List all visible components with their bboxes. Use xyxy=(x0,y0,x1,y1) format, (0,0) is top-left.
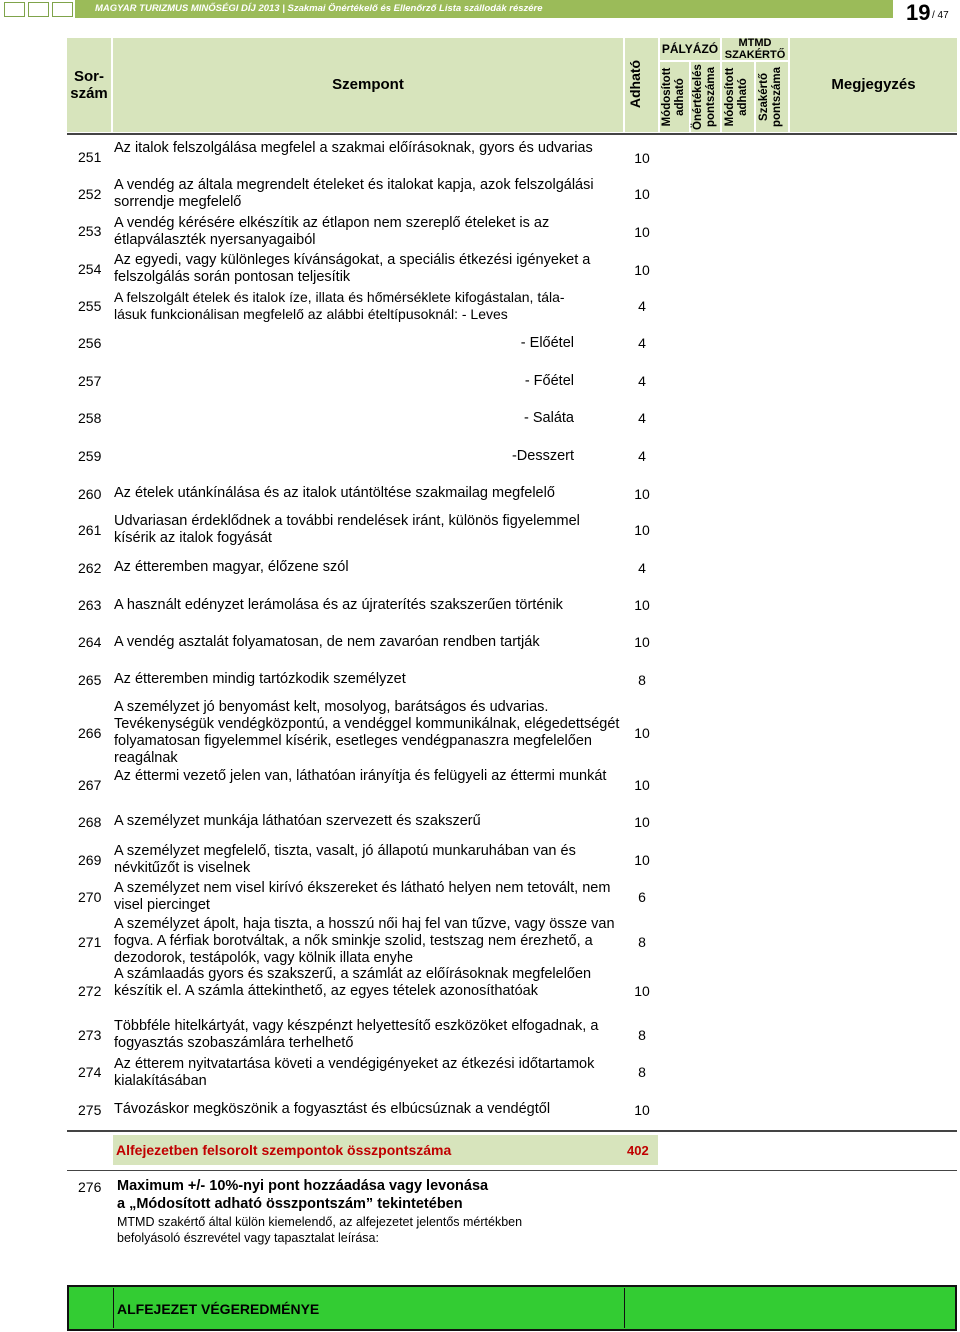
row-number: 252 xyxy=(78,186,102,202)
row-text: Az étteremben mindig tartózkodik személyzet xyxy=(114,671,406,687)
header-onertekeles: Önértékelés pontszáma xyxy=(692,64,717,130)
row-text: A számlaadás gyors és szakszerű, a számlát az előírásoknak megfelelően készítik el. A számla áttekinthető, az egyes tételek azonosíthatóak xyxy=(114,966,592,999)
row-text: Az ételek utánkínálása és az italok utántöltése szakmailag megfelelő xyxy=(114,485,555,501)
header-cell-mtmd xyxy=(722,38,788,60)
title-part-a: Maximum xyxy=(117,1178,188,1194)
row-points: 8 xyxy=(638,672,646,688)
row-text: Az étteremben magyar, élőzene szól xyxy=(114,559,349,575)
summary-divider xyxy=(67,1130,957,1132)
row-number: 273 xyxy=(78,1027,102,1043)
row-points: 10 xyxy=(634,983,650,999)
row-text: -Desszert xyxy=(511,448,574,464)
header-adhato: Adható xyxy=(627,59,643,109)
row-points: 8 xyxy=(638,1064,646,1080)
row-points: 4 xyxy=(638,373,646,389)
header-palyazo: PÁLYÁZÓ xyxy=(661,42,719,56)
decor-square xyxy=(52,2,73,17)
row-text: Az éttermi vezető jelen van, láthatóan irányítja és felügyeli az éttermi munkát xyxy=(114,768,607,784)
row-points: 8 xyxy=(638,934,646,950)
row-points: 10 xyxy=(634,486,650,502)
header-cell-mtmd-modositott xyxy=(722,62,754,132)
header-cell-megjegyzes xyxy=(790,38,957,132)
row-text: Udvariasan érdeklődnek a további rendelések iránt, különös figyelemmel kísérik az italok fogyását xyxy=(114,513,580,546)
row-number: 258 xyxy=(78,410,102,426)
header-szakerto: Szakértő pontszáma xyxy=(758,66,783,128)
row-number: 272 xyxy=(78,983,102,999)
row-points: 10 xyxy=(634,725,650,741)
final-result-cell xyxy=(113,1288,625,1328)
header-cell-szakerto xyxy=(756,62,788,132)
row-points: 10 xyxy=(634,186,650,202)
title-part-c: a „Módosított adható összpontszám” tekintetében xyxy=(117,1196,463,1212)
plus-minus-symbol: +/- xyxy=(187,1178,206,1194)
row-number: 261 xyxy=(78,522,102,538)
header-cell-onertekeles xyxy=(691,62,720,132)
row-number: 266 xyxy=(78,725,102,741)
row-points: 4 xyxy=(638,335,646,351)
row-points: 4 xyxy=(638,410,646,426)
header-cell-szempont xyxy=(113,38,623,132)
header-cell-palyazo xyxy=(660,38,720,60)
row-number: 256 xyxy=(78,335,102,351)
final-result-row xyxy=(67,1285,957,1331)
decor-square xyxy=(4,2,25,17)
row-points: 10 xyxy=(634,777,650,793)
header-title: MAGYAR TURIZMUS MINŐSÉGI DÍJ 2013 | Szakmai Önértékelő és Ellenőrző Lista szállodák részére xyxy=(95,3,543,14)
row-points: 10 xyxy=(634,1102,650,1118)
row-points: 6 xyxy=(638,889,646,905)
summary-row xyxy=(113,1135,658,1165)
header-cell-adhato xyxy=(625,38,658,132)
decor-square xyxy=(28,2,49,17)
summary-label: Alfejezetben felsorolt szempontok összpontszáma xyxy=(116,1142,452,1158)
row-number: 269 xyxy=(78,852,102,868)
row-text: A vendég az általa megrendelt ételeket és italokat kapja, azok felszolgálási sorrendje megfelelő xyxy=(114,177,594,210)
page-number: 19 xyxy=(906,0,931,25)
row-number: 259 xyxy=(78,448,102,464)
row-points: 10 xyxy=(634,522,650,538)
row-number: 265 xyxy=(78,672,102,688)
final-result-label: ALFEJEZET VÉGEREDMÉNYE xyxy=(117,1301,320,1317)
row-text: Az egyedi, vagy különleges kívánságokat, a speciális étkezési igényeket a felszolgálás során pontosan teljesítik xyxy=(114,252,591,285)
row-text: Az italok felszolgálása megfelel a szakmai előírásoknak, gyors és udvarias xyxy=(114,140,593,156)
header-szempont: Szempont xyxy=(332,76,404,93)
row-number: 260 xyxy=(78,486,102,502)
row-points: 4 xyxy=(638,298,646,314)
row-points: 10 xyxy=(634,634,650,650)
row-text: A használt edényzet lerámolása és az újraterítés szakszerűen történik xyxy=(114,597,563,613)
row-276-note: MTMD szakértő által külön kiemelendő, az alfejezetet jelentős mértékben befolyásoló észrevétel vagy tapasztalat leírása: xyxy=(117,1215,523,1245)
title-part-b: 10%-nyi pont hozzáadása vagy levonása xyxy=(205,1178,489,1194)
row-number: 271 xyxy=(78,934,102,950)
header-mtmd: MTMD SZAKÉRTŐ xyxy=(724,37,786,61)
row-number: 274 xyxy=(78,1064,102,1080)
row-text: A felszolgált ételek és italok íze, illata és hőmérséklete kifogástalan, tála- lásuk funkcionálisan megfelelő az alábbi ételtípusoknál: - Leves xyxy=(114,289,565,322)
row-number: 255 xyxy=(78,298,102,314)
row-number: 268 xyxy=(78,814,102,830)
row-number: 263 xyxy=(78,597,102,613)
row-points: 10 xyxy=(634,852,650,868)
row-text: A vendég asztalát folyamatosan, de nem zavaróan rendben tartják xyxy=(114,634,540,650)
row-points: 8 xyxy=(638,1027,646,1043)
row-number: 264 xyxy=(78,634,102,650)
row-number: 262 xyxy=(78,560,102,576)
summary-total: 402 xyxy=(627,1143,649,1158)
row-points: 4 xyxy=(638,560,646,576)
row-text: A személyzet munkája láthatóan szervezett és szakszerű xyxy=(114,813,481,829)
row-276-title xyxy=(117,1177,637,1213)
header-palyazo-modositott: Módosított adható xyxy=(661,67,686,127)
row-number: 275 xyxy=(78,1102,102,1118)
row-text: - Saláta xyxy=(524,410,574,426)
row-text: Többféle hitelkártyát, vagy készpénzt helyettesítő eszközöket elfogadnak, a fogyasztás szobaszámlára terhelhető xyxy=(114,1018,599,1051)
header-sorszam: Sor- szám xyxy=(70,68,108,102)
row-number: 276 xyxy=(78,1179,102,1195)
row-text: - Előétel xyxy=(520,335,574,351)
row-text: A személyzet nem visel kirívó ékszereket és látható helyen nem tetovált, nem visel piercinget xyxy=(114,880,611,913)
row-text: Távozáskor megköszönik a fogyasztást és elbúcsúznak a vendégtől xyxy=(114,1101,551,1117)
row-number: 270 xyxy=(78,889,102,905)
row-276 xyxy=(67,1170,957,1251)
row-points: 10 xyxy=(634,597,650,613)
row-number: 267 xyxy=(78,777,102,793)
row-text: A személyzet megfelelő, tiszta, vasalt, jó állapotú munkaruhában van és névkitűzőt is viselnek xyxy=(114,843,576,876)
row-points: 10 xyxy=(634,224,650,240)
row-text: Az étterem nyitvatartása követi a vendégigényeket az étkezési időtartamok kialakításában xyxy=(114,1056,595,1089)
row-number: 251 xyxy=(78,149,102,165)
row-points: 10 xyxy=(634,150,650,166)
row-text: - Főétel xyxy=(524,373,574,389)
header-divider xyxy=(67,133,957,135)
page-total: / 47 xyxy=(932,10,949,21)
header-megjegyzes: Megjegyzés xyxy=(831,76,916,93)
header-cell-sorszam xyxy=(67,38,111,132)
row-number: 253 xyxy=(78,223,102,239)
row-points: 10 xyxy=(634,262,650,278)
header-mtmd-modositott: Módosított adható xyxy=(724,67,749,127)
row-number: 257 xyxy=(78,373,102,389)
row-points: 10 xyxy=(634,814,650,830)
row-text: A személyzet ápolt, haja tiszta, a hosszú női haj fel van tűzve, vagy össze van fogva. A férfiak borotváltak, a nők sminkje szolid, testszag nem érezhető, a dezodorok, testápolók, vagy kölnik illata enyhe xyxy=(114,916,615,966)
row-text: A személyzet jó benyomást kelt, mosolyog, barátságos és udvarias. Tevékenységük vendégközpontú, a vendéggel kommunikálnak, elégedettségét folyamatosan figyelemmel kísérik, esetleges vendégpanaszra megfelelően reagálnak xyxy=(114,699,620,766)
row-points: 4 xyxy=(638,448,646,464)
header-cell-palyazo-modositott xyxy=(660,62,689,132)
row-number: 254 xyxy=(78,261,102,277)
row-text: A vendég kérésére elkészítik az étlapon nem szereplő ételeket is az étlapválaszték nyersanyagaiból xyxy=(114,215,550,248)
top-bar xyxy=(0,0,960,25)
